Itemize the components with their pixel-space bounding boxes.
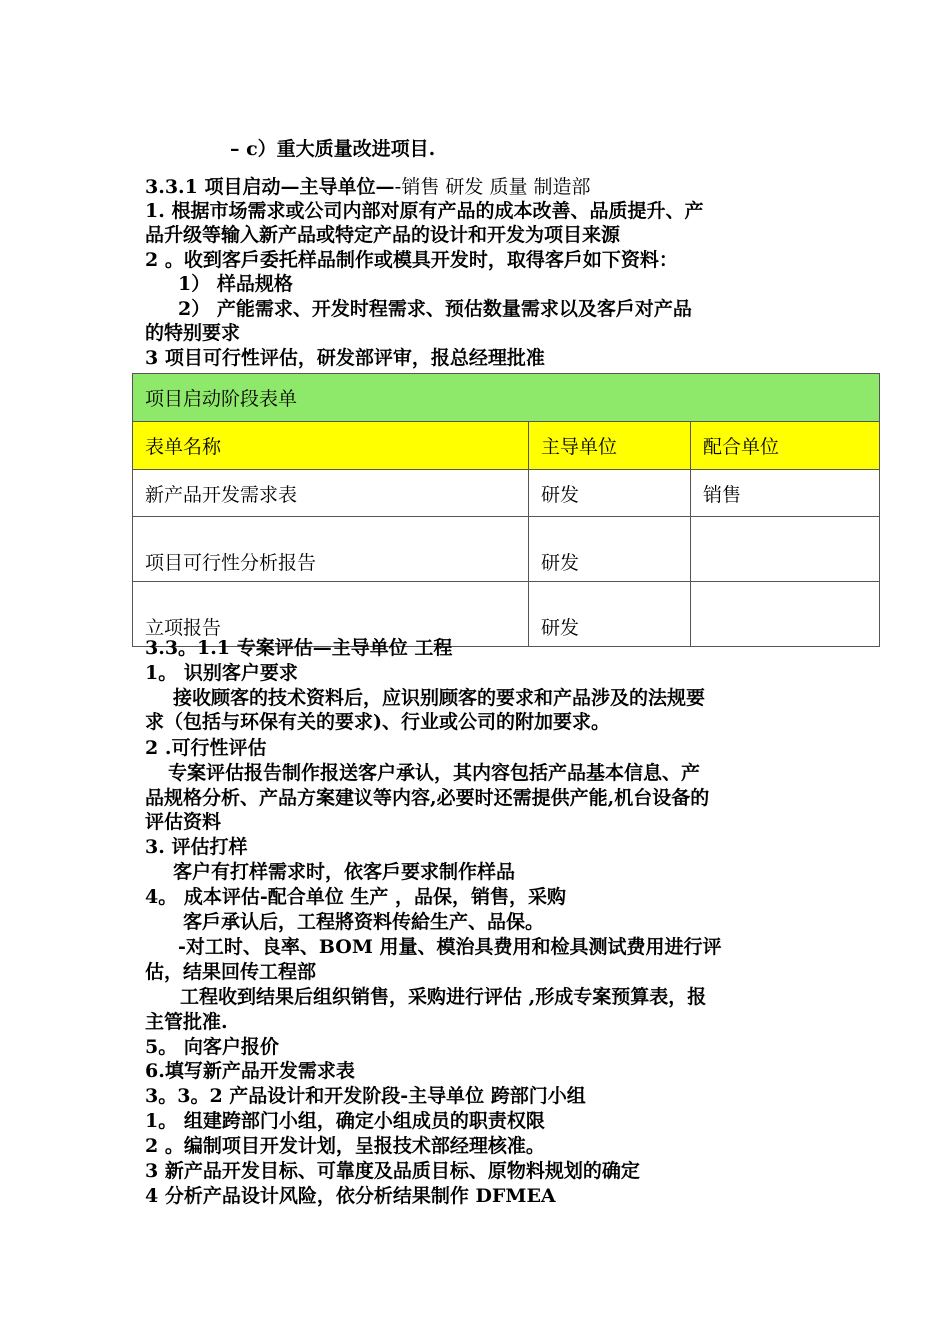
list-item-c: – c）重大质量改进项目. [230, 138, 436, 160]
paragraph-line: 6.填写新产品开发需求表 [145, 1060, 355, 1082]
cell-support-unit: 销售 [691, 470, 880, 517]
cell-support-unit [691, 517, 880, 582]
paragraph-line: 的特别要求 [145, 322, 241, 344]
paragraph-line: 主管批准. [145, 1011, 228, 1033]
section-heading-3-3-2: 3。3。2 产品设计和开发阶段-主导单位 跨部门小组 [145, 1085, 586, 1107]
paragraph-line: 客户有打样需求时，依客戶要求制作样品 [173, 861, 516, 883]
paragraph-line: 接收顾客的技术资料后，应识别顾客的要求和产品涉及的法规要 [173, 687, 706, 709]
paragraph-line: 1。 组建跨部门小组，确定小组成员的职责权限 [145, 1110, 545, 1132]
project-start-forms-table [132, 373, 880, 647]
paragraph-line: 估，结果回传工程部 [145, 961, 317, 983]
paragraph-line: 2 。收到客戶委托样品制作或模具开发时，取得客戶如下资料： [145, 249, 678, 271]
paragraph-line: 1。 识别客户要求 [145, 662, 298, 684]
cell-lead-unit: 研发 [529, 582, 691, 647]
table-row [133, 517, 880, 582]
section-heading-main: 3.3.1 项目启动—主导单位— [145, 176, 395, 198]
paragraph-line: 评估资料 [145, 811, 222, 833]
cell-form-name: 新产品开发需求表 [133, 470, 529, 517]
paragraph-line: -对工时、良率、BOM 用量、模治具费用和检具测试费用进行评 [178, 936, 722, 958]
cell-form-name: 项目可行性分析报告 [133, 517, 529, 582]
header-support-unit: 配合单位 [691, 422, 880, 470]
table-row [133, 470, 880, 517]
cell-form-name: 立项报告 [133, 582, 529, 647]
header-lead-unit: 主导单位 [529, 422, 691, 470]
table-title-row [133, 374, 880, 422]
table-title: 项目启动阶段表单 [133, 374, 880, 422]
paragraph-line: 3. 评估打样 [145, 836, 248, 858]
table-header-row [133, 422, 880, 470]
paragraph-line: 工程收到结果后组织销售，采购进行评估 ,形成专案预算表，报 [180, 986, 707, 1008]
paragraph-line: 4。 成本评估-配合单位 生产 ，品保，销售，采购 [145, 886, 566, 908]
paragraph-line: 2 。编制项目开发计划，呈报技术部经理核准。 [145, 1135, 545, 1157]
section-heading-units: -销售 研发 质量 制造部 [394, 176, 591, 198]
cell-lead-unit: 研发 [529, 517, 691, 582]
paragraph-line: 3 项目可行性评估，研发部评审，报总经理批准 [145, 347, 545, 369]
paragraph-line: 品升级等输入新产品或特定产品的设计和开发为项目来源 [145, 224, 621, 246]
paragraph-line: 专案评估报告制作报送客户承认，其内容包括产品基本信息、产 [168, 762, 701, 784]
paragraph-line: 4 分析产品设计风险，依分析结果制作 DFMEA [145, 1185, 556, 1207]
paragraph-line: 2 .可行性评估 [145, 737, 267, 759]
paragraph-line: 5。 向客户报价 [145, 1036, 279, 1058]
paragraph-line: 求（包括与环保有关的要求)、行业或公司的附加要求。 [145, 711, 610, 733]
paragraph-line: 1. 根据市场需求或公司内部对原有产品的成本改善、品质提升、产 [145, 200, 704, 222]
header-form-name: 表单名称 [133, 422, 529, 470]
section-heading-3-3-1 [145, 175, 810, 199]
section-heading-3-3-1-1: 3.3。1.1 专案评估—主导单位 工程 [145, 637, 453, 659]
paragraph-line: 3 新产品开发目标、可靠度及品质目标、原物料规划的确定 [145, 1160, 640, 1182]
cell-lead-unit: 研发 [529, 470, 691, 517]
list-item-1: 1） 样品规格 [178, 273, 293, 295]
paragraph-line: 客戶承认后，工程將资料传給生产、品保。 [183, 911, 545, 933]
list-item-2: 2） 产能需求、开发时程需求、预估数量需求以及客戶对产品 [178, 298, 692, 320]
paragraph-line: 品规格分析、产品方案建议等内容,必要时还需提供产能,机台设备的 [145, 787, 710, 809]
